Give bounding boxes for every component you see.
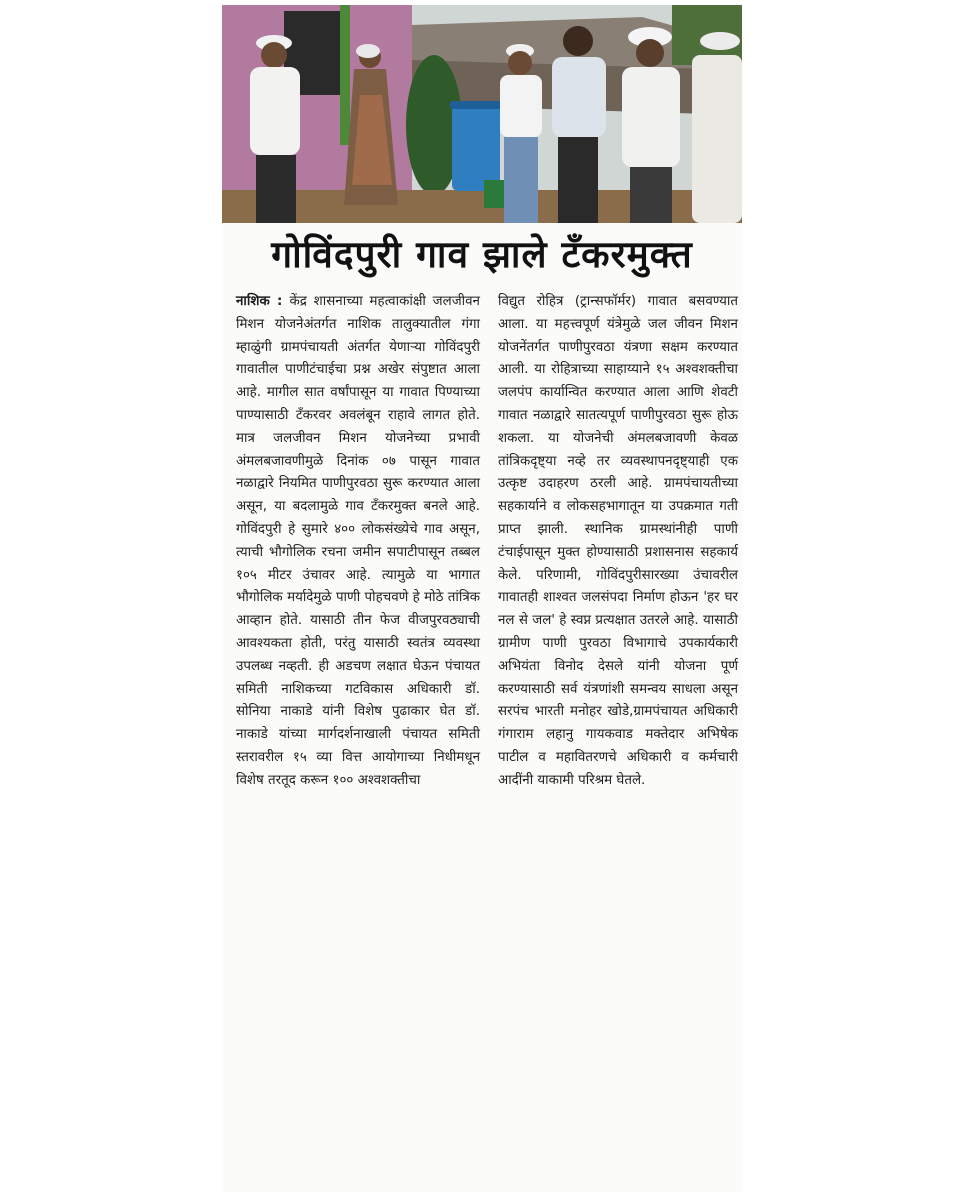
photo-door-frame <box>340 5 350 145</box>
article-body-left: केंद्र शासनाच्या महत्वाकांक्षी जलजीवन मिशन योजनेअंतर्गत नाशिक तालुक्यातील गंगा म्हाळुंगी ग्रामपंचायती अंतर्गत येणाऱ्या गोविंदपुरी गावातील पाणीटंचाईचा प्रश्न अखेर संपुष्टात आला आहे. मागील सात वर्षांपासून या गावात पिण्याच्या पाण्यासाठी टँकरवर अवलंबून राहावे लागत होते. मात्र जलजीवन मिशन योजनेच्या प्रभावी अंमलबजावणीमुळे दिनांक ०७ पासून गावात नळाद्वारे नियमित पाणीपुरवठा सुरू करण्यात आला असून, या बदलामुळे गाव टँकरमुक्त बनले आहे. गोविंदपुरी हे सुमारे ४०० लोकसंख्येचे गाव असून, त्याची भौगोलिक रचना जमीन सपाटीपासून तब्बल १०५ मीटर उंचावर आहे. त्यामुळे या भागात भौगोलिक मर्यादेमुळे पाणी पोहचवणे हे मोठे तांत्रिक आव्हान होते. यासाठी तीन फेज वीजपुरवठ्याची आवश्यकता होती, परंतु यासाठी स्वतंत्र व्यवस्था उपलब्ध नव्हती. ही अडचण लक्षात घेऊन पंचायत समिती नाशिकच्या गटविकास अधिकारी डॉ. सोनिया नाकाडे यांनी विशेष पुढाकार घेत डॉ. नाकाडे यांच्या मार्गदर्शनाखाली पंचायत समिती स्तरावरील १५ व्या वित्त आयोगाच्या निधीमधून विशेष तरतूद करून १०० अश्वशक्तीचा <box>236 294 480 788</box>
article-photo <box>222 5 742 223</box>
newspaper-clipping <box>222 5 742 1192</box>
article-headline: गोविंदपुरी गाव झाले टँकरमुक्त <box>271 233 693 276</box>
article-body-right: विद्युत रोहित्र (ट्रान्सफॉर्मर) गावात बसवण्यात आला. या महत्त्वपूर्ण यंत्रेमुळे जल जीवन मिशन योजनेंतर्गत पाणीपुरवठा यंत्रणा सक्षम करण्यात आली. या रोहित्राच्या साहाय्याने १५ अश्वशक्तीचा जलपंप कार्यान्वित करण्यात आला आणि शेवटी गावात नळाद्वारे सातत्यपूर्ण पाणीपुरवठा सुरू होऊ शकला. या योजनेची अंमलबजावणी केवळ तांत्रिकदृष्ट्या नव्हे तर व्यवस्थापनदृष्ट्याही एक उत्कृष्ट उदाहरण ठरली आहे. ग्रामपंचायतीच्या सहकार्याने व लोकसहभागातून या उपक्रमात गती प्राप्त झाली. स्थानिक ग्रामस्थांनीही पाणी टंचाईपासून मुक्त होण्यासाठी प्रशासनास सहकार्य केले. परिणामी, गोविंदपुरीसारख्या उंचावरील गावातही शाश्वत जलसंपदा निर्माण होऊन 'हर घर नल से जल' हे स्वप्न प्रत्यक्षात उतरले आहे. यासाठी ग्रामीण पाणी पुरवठा विभागाचे उपकार्यकारी अभियंता विनोद देसले यांनी योजना पूर्ण करण्यासाठी सर्व यंत्रणांशी समन्वय साधला असून सरपंच भारती मनोहर खोडे,ग्रामपंचायत अधिकारी गंगाराम लहानु गायकवाड मक्तेदार अभिषेक पाटील व महावितरणचे अधिकारी व कर्मचारी आदींनी याकामी परिश्रम घेतले. <box>498 294 738 788</box>
photo-illustration <box>222 5 742 223</box>
photo-water-tank <box>452 103 500 191</box>
article-column-left <box>236 291 480 793</box>
article-column-right <box>498 291 738 793</box>
article-dateline: नाशिक : <box>236 294 283 309</box>
photo-person-6 <box>692 32 742 223</box>
